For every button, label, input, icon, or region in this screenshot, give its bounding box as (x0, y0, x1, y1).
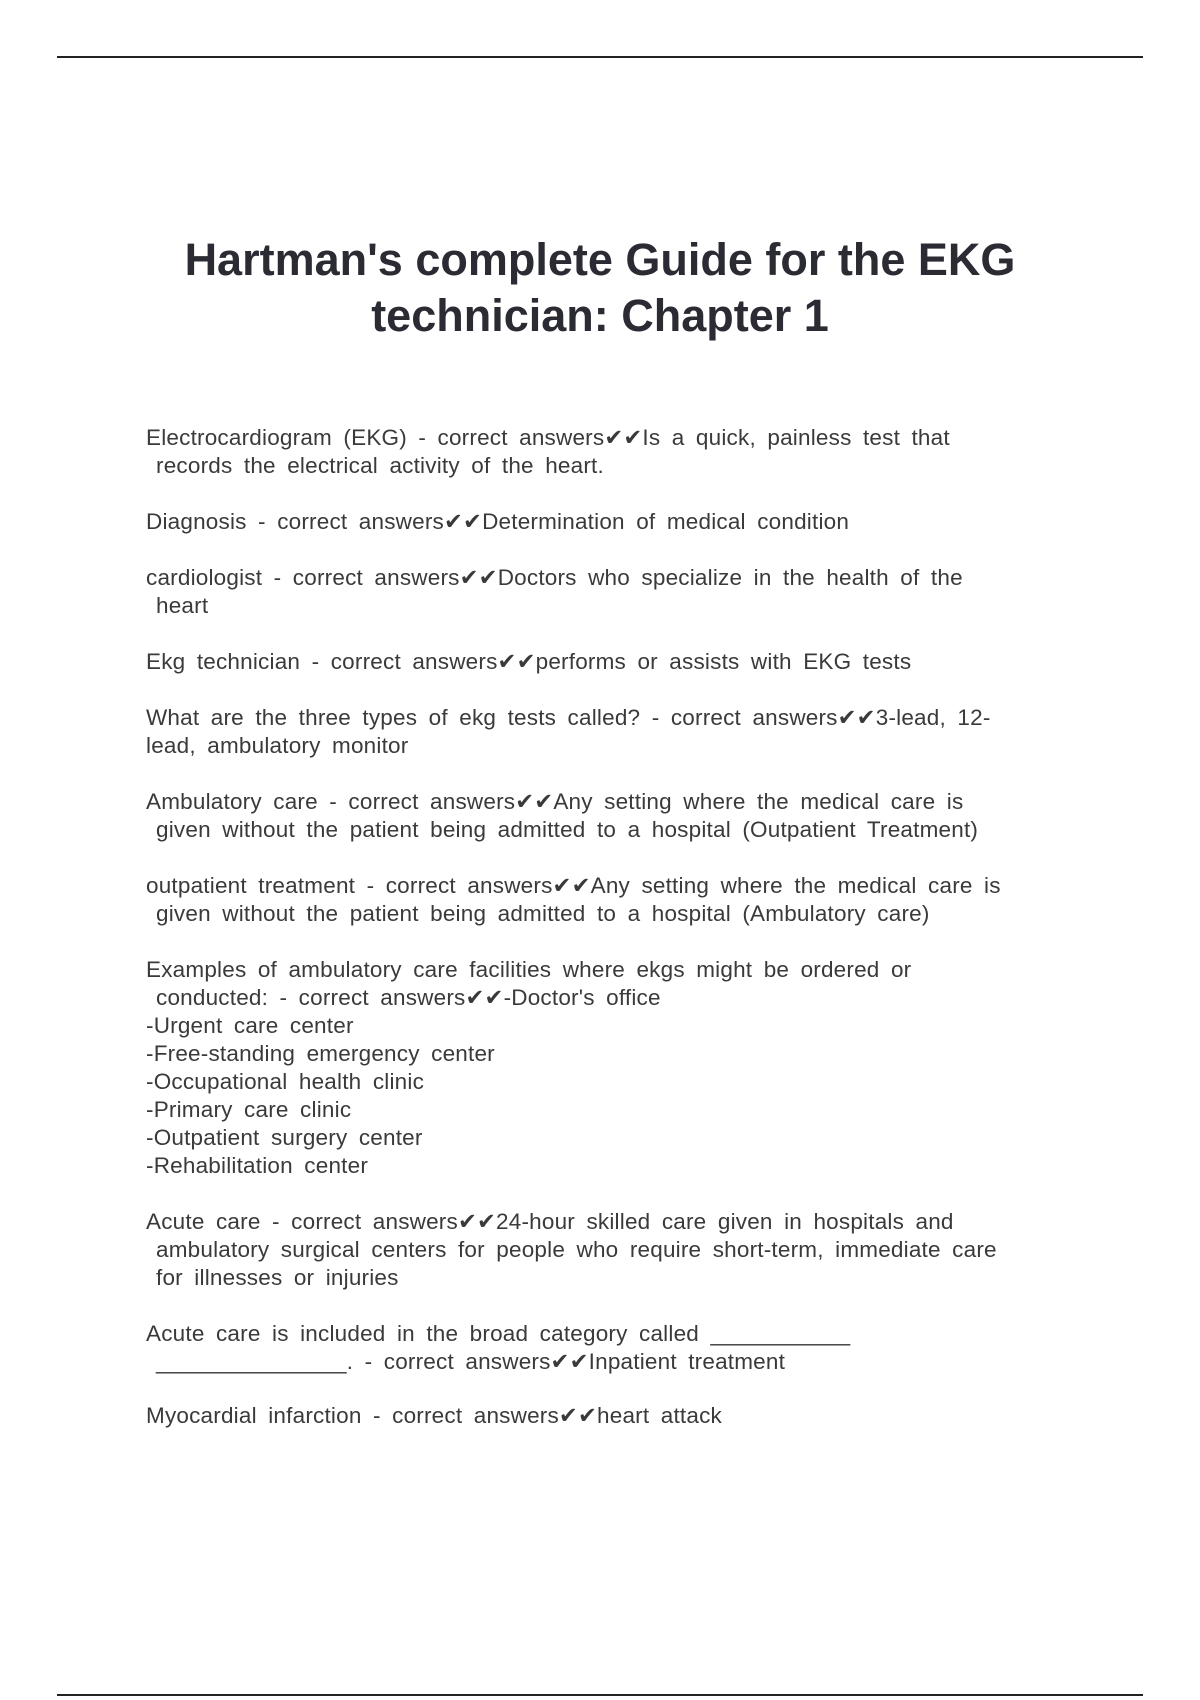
entry-text-line: records the electrical activity of the heart. (156, 453, 604, 478)
entry-list-item: -Free-standing emergency center (146, 1041, 495, 1066)
entry-text-line: outpatient treatment - correct answers✔✔Any setting where the medical care is (146, 873, 1001, 898)
entry-text-line: given without the patient being admitted to a hospital (Ambulatory care) (156, 901, 930, 926)
flashcard-entry (146, 508, 1071, 536)
entry-text-line: lead, ambulatory monitor (146, 733, 409, 758)
flashcard-entry (146, 1320, 1071, 1376)
entry-list-item: -Primary care clinic (146, 1097, 352, 1122)
entry-list-item: -Outpatient surgery center (146, 1125, 423, 1150)
entry-text-line: for illnesses or injuries (156, 1265, 399, 1290)
entry-text-line: Diagnosis - correct answers✔✔Determination of medical condition (146, 509, 850, 534)
flashcard-entry (146, 1402, 1071, 1430)
title-line-2: technician: Chapter 1 (371, 290, 829, 341)
flashcard-list (146, 424, 1071, 1458)
flashcard-entry (146, 872, 1071, 928)
entry-text-line: Acute care - correct answers✔✔24-hour skilled care given in hospitals and (146, 1209, 954, 1234)
entry-text-line: Myocardial infarction - correct answers✔✔heart attack (146, 1403, 722, 1428)
entry-text-line: conducted: - correct answers✔✔-Doctor's office (156, 985, 661, 1010)
flashcard-entry (146, 1208, 1071, 1292)
entry-text-line: Electrocardiogram (EKG) - correct answers✔✔Is a quick, painless test that (146, 425, 950, 450)
flashcard-entry (146, 788, 1071, 844)
entry-text-line: _______________. - correct answers✔✔Inpatient treatment (156, 1349, 786, 1374)
flashcard-entry (146, 956, 1071, 1180)
flashcard-entry (146, 564, 1071, 620)
entry-text-line: heart (156, 593, 209, 618)
flashcard-entry (146, 648, 1071, 676)
entry-list-item: -Occupational health clinic (146, 1069, 425, 1094)
entry-text-line: Examples of ambulatory care facilities where ekgs might be ordered or (146, 957, 912, 982)
entry-text-line: given without the patient being admitted to a hospital (Outpatient Treatment) (156, 817, 979, 842)
title-line-1: Hartman's complete Guide for the EKG (184, 234, 1016, 285)
document-title (100, 232, 1100, 344)
entry-list-item: -Urgent care center (146, 1013, 354, 1038)
entry-text-line: ambulatory surgical centers for people who require short-term, immediate care (156, 1237, 997, 1262)
flashcard-entry (146, 424, 1071, 480)
entry-text-line: Ekg technician - correct answers✔✔performs or assists with EKG tests (146, 649, 912, 674)
entry-list-item: -Rehabilitation center (146, 1153, 369, 1178)
entry-text-line: Acute care is included in the broad category called ___________ (146, 1321, 851, 1346)
entry-text-line: Ambulatory care - correct answers✔✔Any setting where the medical care is (146, 789, 964, 814)
entry-text-line: cardiologist - correct answers✔✔Doctors who specialize in the health of the (146, 565, 963, 590)
flashcard-entry (146, 704, 1071, 760)
header-rule (57, 56, 1143, 58)
entry-text-line: What are the three types of ekg tests called? - correct answers✔✔3-lead, 12- (146, 705, 991, 730)
footer-rule (57, 1694, 1143, 1696)
